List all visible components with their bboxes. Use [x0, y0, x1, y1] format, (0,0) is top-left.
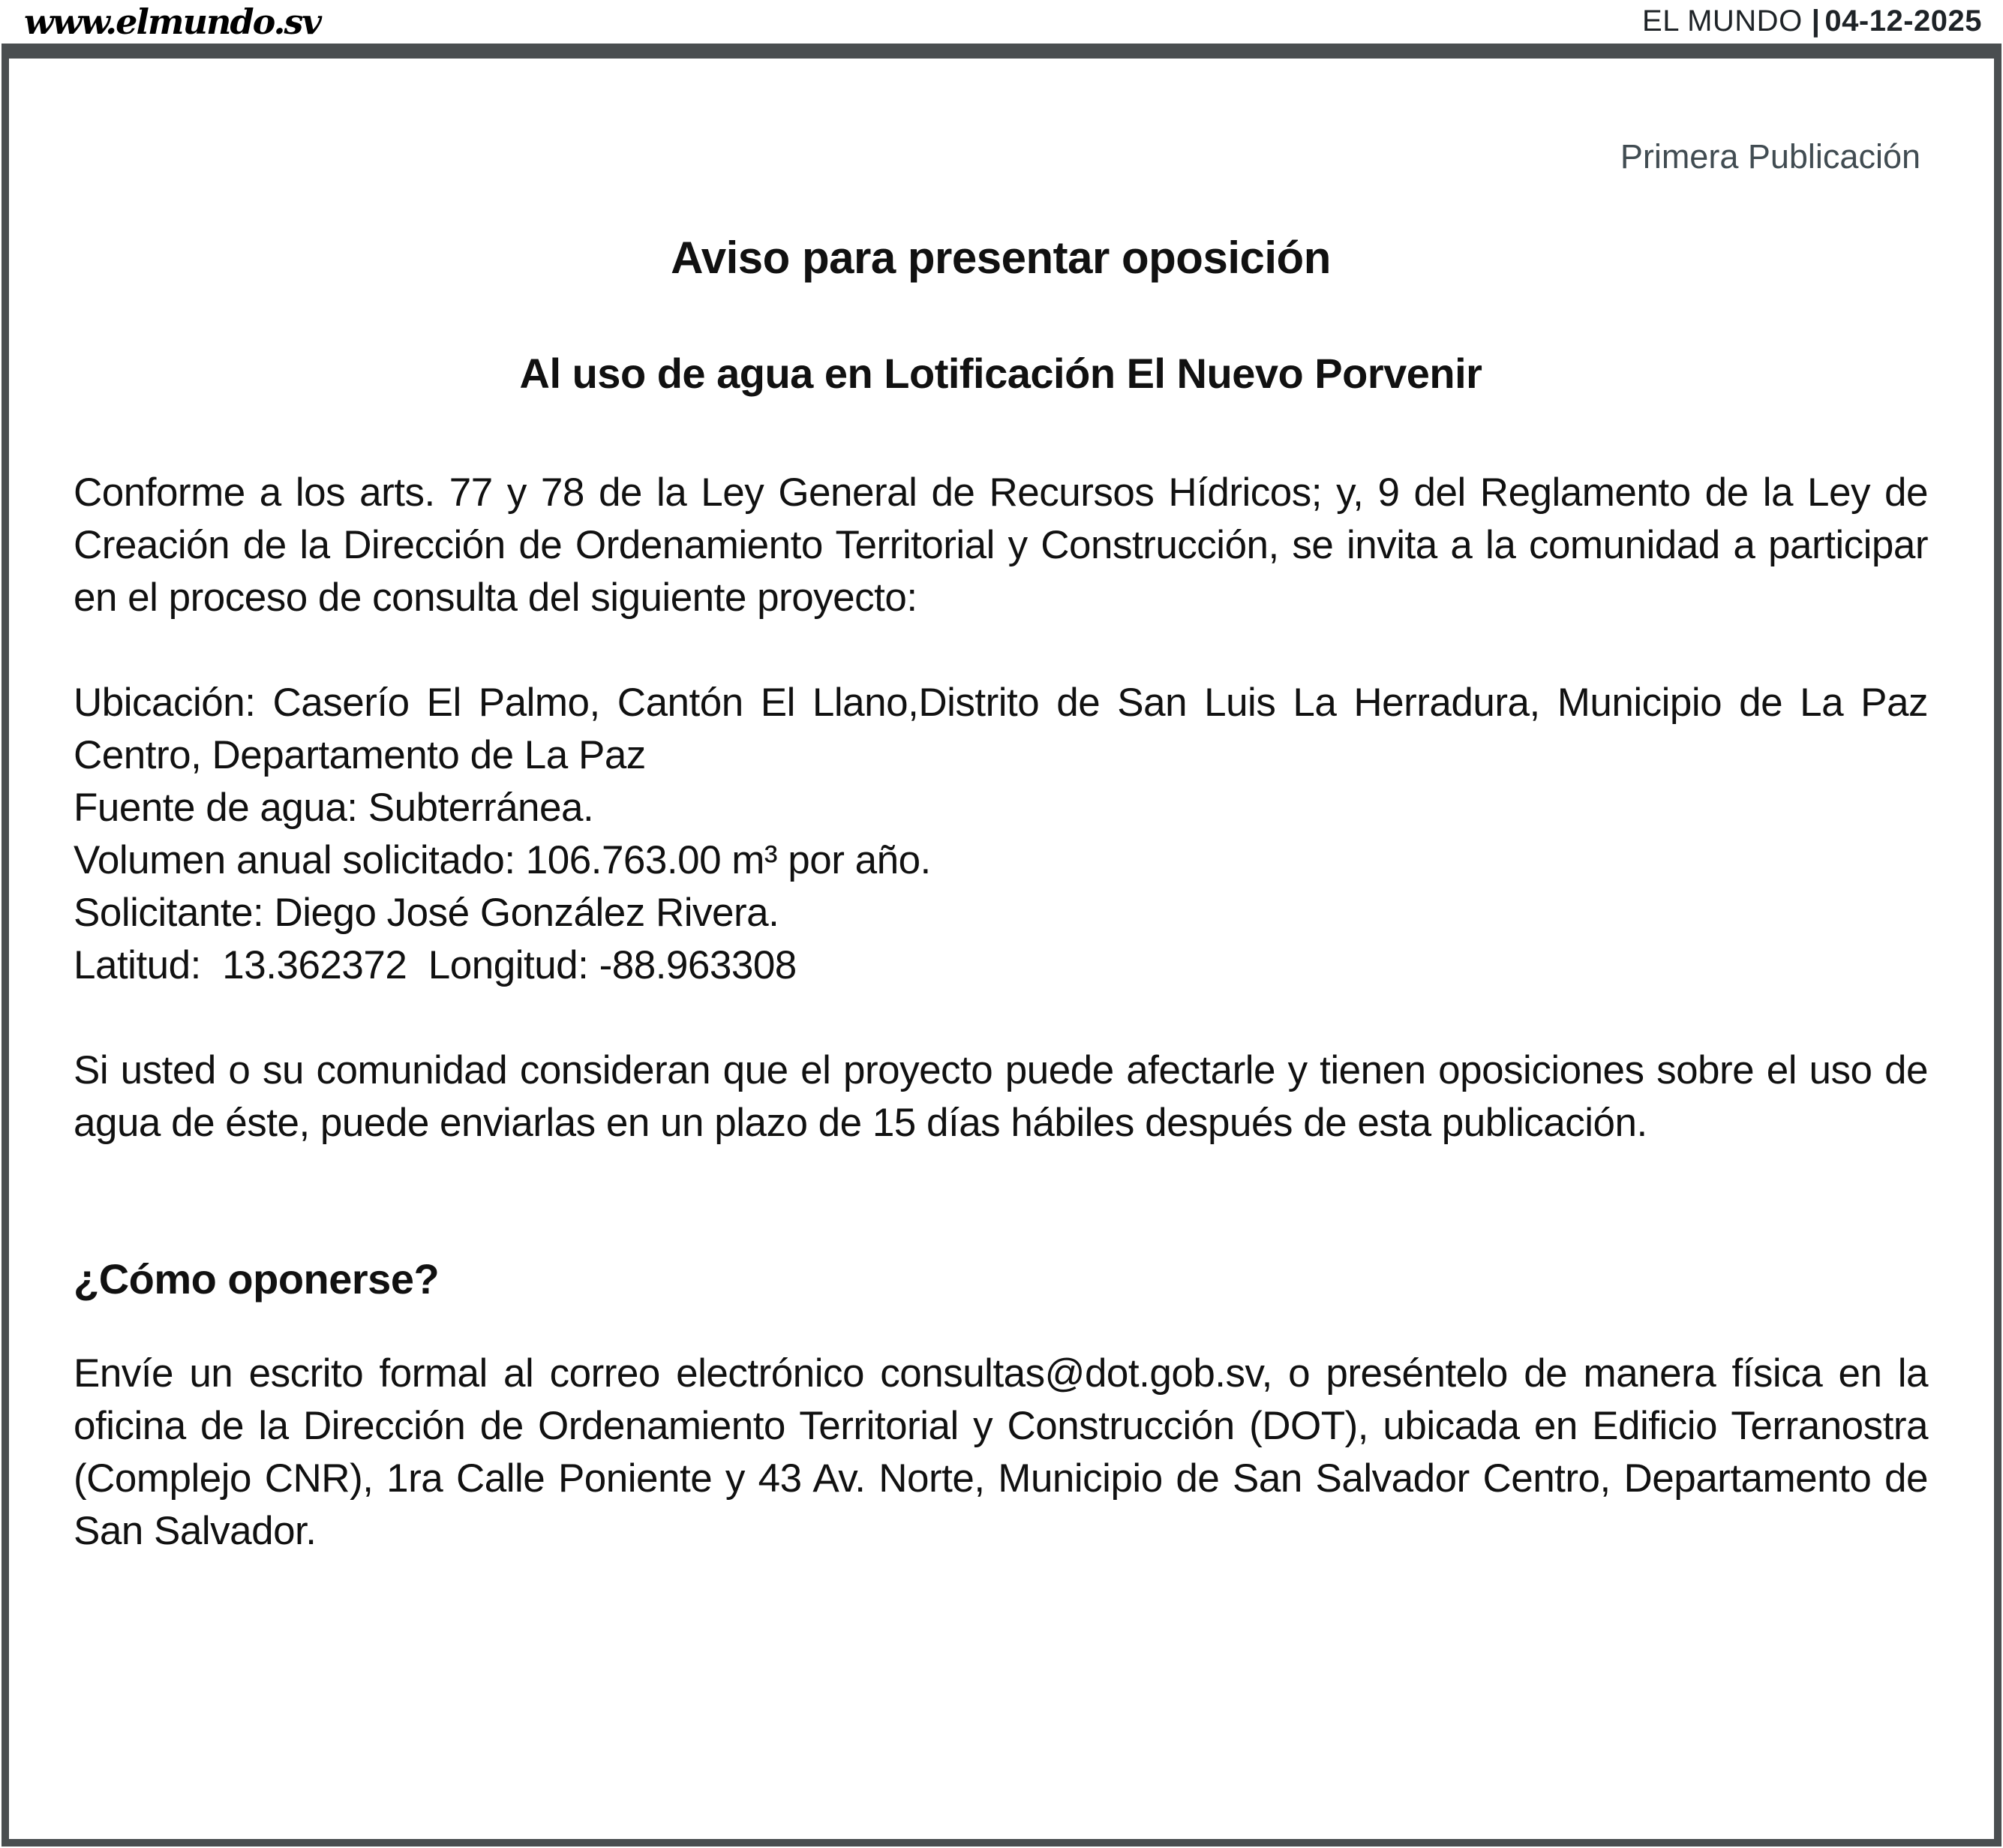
notice-subtitle: Al uso de agua en Lotificación El Nuevo Porvenir [519, 350, 1482, 397]
detail-fuente-de-agua: Fuente de agua: Subterránea. [74, 786, 594, 830]
intro-paragraph: Conforme a los arts. 77 y 78 de la Ley General de Recursos Hídricos; y, 9 del Reglamento de la Ley de Creación de la Dirección de Ordenamiento Territorial y Construcción, se invita a la comunidad a participar en el proceso de consulta del siguiente proyecto: [74, 470, 1928, 620]
plazo-paragraph: Si usted o su comunidad consideran que el proyecto puede afectarle y tienen oposiciones sobre el uso de agua de éste, puede enviarlas en un plazo de 15 días hábiles después de esta publicación. [74, 1048, 1928, 1145]
publication-date-line [1642, 3, 1982, 39]
publication-stage-label: Primera Publicación [1620, 137, 1920, 176]
page-header [0, 0, 2003, 44]
detail-coordenadas: Latitud: 13.362372 Longitud: -88.963308 [74, 943, 797, 987]
publication-name: EL MUNDO [1642, 5, 1803, 38]
detail-volumen-anual: Volumen anual solicitado: 106.763.00 m³ por año. [74, 838, 931, 882]
project-details [74, 677, 1928, 992]
publication-date-separator: | [1811, 5, 1821, 38]
notice-box [2, 44, 2001, 1846]
como-oponerse-heading: ¿Cómo oponerse? [74, 1255, 440, 1303]
publication-date: 04-12-2025 [1824, 5, 1982, 38]
notice-title: Aviso para presentar oposición [671, 233, 1331, 283]
site-url-masthead: www.elmundo.sv [24, 2, 321, 42]
detail-solicitante: Solicitante: Diego José González Rivera. [74, 891, 779, 935]
detail-ubicacion: Ubicación: Caserío El Palmo, Cantón El Llano,Distrito de San Luis La Herradura, Municipio de La Paz Centro, Departamento de La Paz [74, 681, 1928, 777]
como-oponerse-body: Envíe un escrito formal al correo electrónico consultas@dot.gob.sv, o preséntelo de manera física en la oficina de la Dirección de Ordenamiento Territorial y Construcción (DOT), ubicada en Edificio Terranostra (Complejo CNR), 1ra Calle Poniente y 43 Av. Norte, Municipio de San Salvador Centro, Departamento de San Salvador. [74, 1351, 1928, 1553]
